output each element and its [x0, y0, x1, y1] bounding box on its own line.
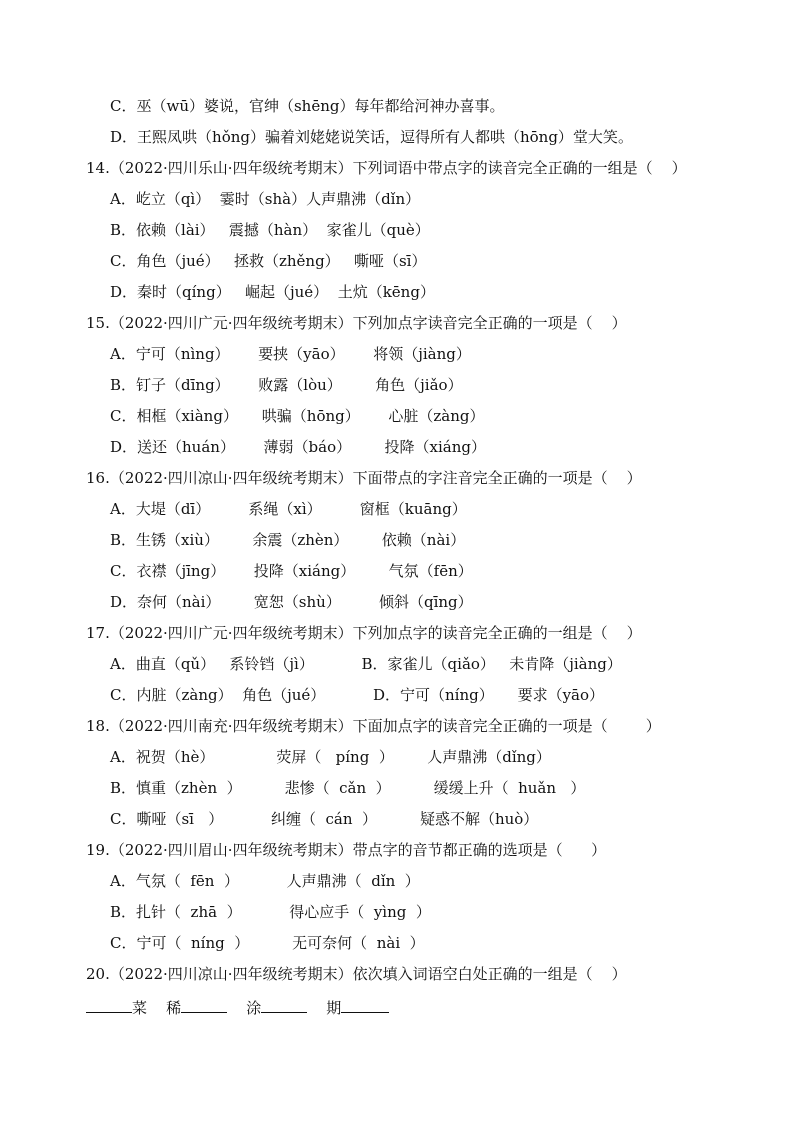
q15-option-b: B．钉子（dīng） 败露（lòu） 角色（jiǎo） — [110, 376, 463, 394]
q17-options-ab: A．曲直（qǔ） 系铃铛（jì） B．家雀儿（qiǎo） 未肯降（jiàng） — [110, 655, 622, 673]
q18-option-c: C．嘶哑（sī ） 纠缠（ cán ） 疑惑不解（huò） — [110, 810, 539, 828]
q15-option-d: D．送还（huán） 薄弱（báo） 投降（xiáng） — [110, 438, 486, 456]
q19-option-b: B．扎针（ zhā ） 得心应手（ yìng ） — [110, 903, 431, 921]
q16-option-a: A．大堤（dī） 系绳（xì） 窗框（kuāng） — [110, 500, 467, 518]
fill-blank-1[interactable] — [86, 996, 132, 1013]
q15-option-a: A．宁可（nìng） 要挟（yāo） 将领（jiàng） — [110, 345, 471, 363]
q16-option-d: D．奈何（nài） 宽恕（shù） 倾斜（qīng） — [110, 593, 473, 611]
q15-stem: 15.（2022·四川广元·四年级统考期末）下列加点字读音完全正确的一项是（ ） — [86, 314, 627, 332]
q18-stem: 18.（2022·四川南充·四年级统考期末）下面加点字的读音完全正确的一项是（ ） — [86, 717, 661, 735]
q16-option-c: C．衣襟（jīng） 投降（xiáng） 气氛（fēn） — [110, 562, 473, 580]
fill-word-2: 稀 — [166, 999, 182, 1017]
q18-option-a: A．祝贺（hè） 荧屏（ píng ） 人声鼎沸（dǐng） — [110, 748, 551, 766]
q14-option-b: B．依赖（lài） 震撼（hàn） 家雀儿（què） — [110, 221, 430, 239]
q16-stem: 16.（2022·四川凉山·四年级统考期末）下面带点的字注音完全正确的一项是（ ） — [86, 469, 642, 487]
q16-option-b: B．生锈（xiù） 余震（zhèn） 依赖（nài） — [110, 531, 466, 549]
fill-blank-4[interactable] — [341, 996, 389, 1013]
fill-blank-3[interactable] — [261, 996, 307, 1013]
fill-blank-2[interactable] — [181, 996, 227, 1013]
q15-option-c: C．相框（xiàng） 哄骗（hōng） 心脏（zàng） — [110, 407, 485, 425]
fill-word-3: 涂 — [246, 999, 262, 1017]
q14-option-c: C．角色（jué） 拯救（zhěng） 嘶哑（sī） — [110, 252, 427, 270]
q17-options-cd: C．内脏（zàng） 角色（jué） D．宁可（níng） 要求（yāo） — [110, 686, 605, 704]
q19-option-a: A．气氛（ fēn ） 人声鼎沸（ dǐn ） — [110, 872, 420, 890]
q17-stem: 17.（2022·四川广元·四年级统考期末）下列加点字的读音完全正确的一组是（ ） — [86, 624, 642, 642]
q19-stem: 19.（2022·四川眉山·四年级统考期末）带点字的音节都正确的选项是（ ） — [86, 841, 607, 859]
q14-option-d: D．秦时（qíng） 崛起（jué） 土炕（kēng） — [110, 283, 435, 301]
q20-stem: 20.（2022·四川凉山·四年级统考期末）依次填入词语空白处正确的一组是（ ） — [86, 965, 627, 983]
q14-option-a: A．屹立（qì） 霎时（shà）人声鼎沸（dǐn） — [110, 190, 421, 208]
q13-option-d: D．王熙凤哄（hǒng）骗着刘姥姥说笑话，逗得所有人都哄（hōng）堂大笑。 — [110, 128, 633, 146]
fill-word-1: 菜 — [132, 999, 148, 1017]
q19-option-c: C．宁可（ níng ） 无可奈何（ nài ） — [110, 934, 425, 952]
q13-option-c: C．巫（wū）婆说，官绅（shēng）每年都给河神办喜事。 — [110, 97, 505, 115]
fill-word-4: 期 — [326, 999, 342, 1017]
q20-fill-blanks — [86, 996, 389, 1018]
q18-option-b: B．慎重（zhèn ） 悲惨（ cǎn ） 缓缓上升（ huǎn ） — [110, 779, 586, 797]
q14-stem: 14.（2022·四川乐山·四年级统考期末）下列词语中带点字的读音完全正确的一组是（ ） — [86, 159, 687, 177]
